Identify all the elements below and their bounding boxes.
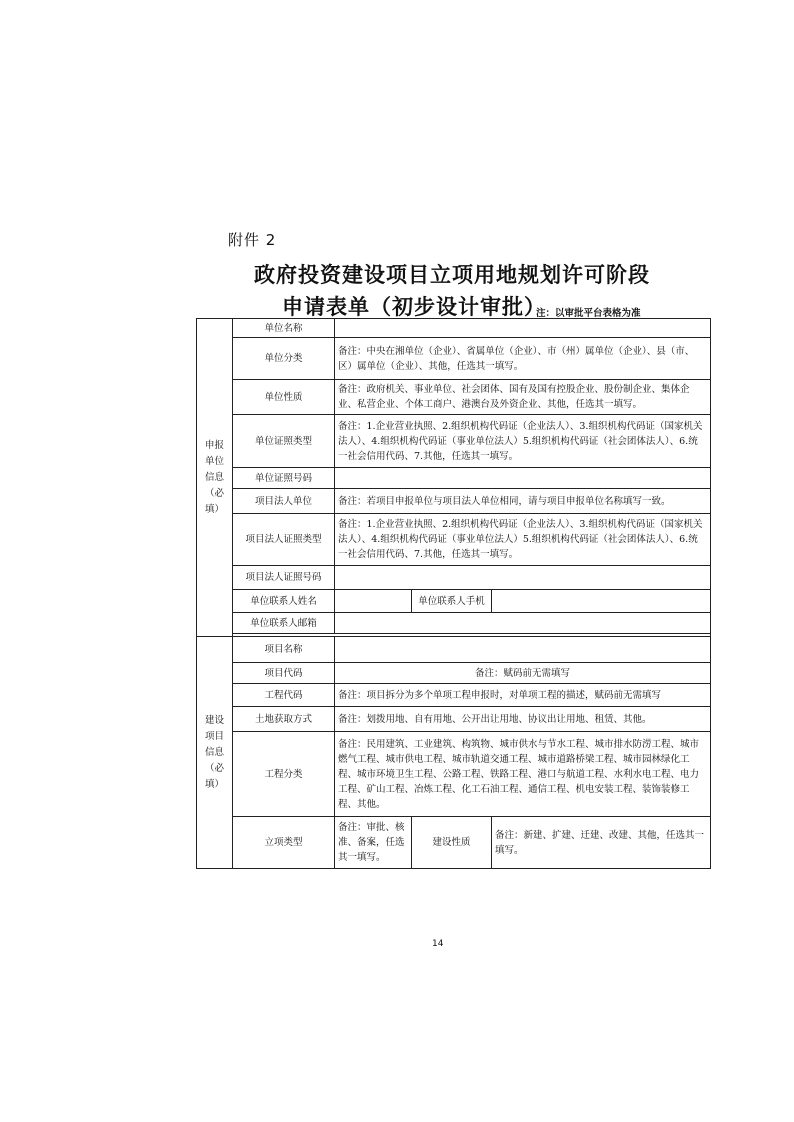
label-contact-phone: 单位联系人手机	[412, 590, 492, 613]
field-contact-phone[interactable]	[492, 590, 711, 613]
label-legal-cert-no: 项目法人证照号码	[233, 566, 335, 590]
label-approval-type: 立项类型	[233, 817, 335, 869]
field-approval-type[interactable]: 备注：审批、核准、备案，任选其一填写。	[335, 817, 412, 869]
field-engineering-category[interactable]: 备注：民用建筑、工业建筑、构筑物、城市供水与节水工程、城市排水防涝工程、城市燃气工程、城市供电工程、城市轨道交通工程、城市道路桥梁工程、城市园林绿化工程、城市环境卫生工程、公路工程、铁路工程、港口与航道工程、水利水电工程、电力工程、矿山工程、冶炼工程、化工石油工程、通信工程、机电安装工程、装饰装修工程、其他。	[335, 732, 711, 817]
field-unit-category[interactable]: 备注：中央在湘单位（企业）、省属单位（企业）、市（州）属单位（企业）、县（市、区）属单位（企业）、其他，任选其一填写。	[335, 338, 711, 380]
form-title-line2: 申请表单（初步设计审批）	[282, 294, 546, 319]
field-project-code[interactable]: 备注：赋码前无需填写	[335, 663, 711, 684]
field-cert-type[interactable]: 备注：1.企业营业执照、2.组织机构代码证（企业法人）、3.组织机构代码证（国家机关法人）、4.组织机构代码证（事业单位法人）5.组织机构代码证（社会团体法人）、6.统一社会信用代码、7.其他，任选其一填写。	[335, 415, 711, 468]
field-construction-nature[interactable]: 备注：新建、扩建、迁建、改建、其他，任选其一填写。	[492, 817, 711, 869]
section-applicant-info: 申报单位信息（必填）	[197, 319, 233, 637]
label-unit-name: 单位名称	[233, 319, 335, 338]
field-unit-name[interactable]	[335, 319, 711, 338]
label-construction-nature: 建设性质	[412, 817, 492, 869]
field-land-acquisition[interactable]: 备注：划拨用地、自有用地、公开出让用地、协议出让用地、租赁、其他。	[335, 707, 711, 732]
label-unit-nature: 单位性质	[233, 380, 335, 415]
label-contact-name: 单位联系人姓名	[233, 590, 335, 613]
title-note: 注：以审批平台表格为准	[536, 308, 641, 319]
field-legal-cert-type[interactable]: 备注：1.企业营业执照、2.组织机构代码证（企业法人）、3.组织机构代码证（国家机关法人）、4.组织机构代码证（事业单位法人）5.组织机构代码证（社会团体法人）、6.统一社会信用代码、7.其他，任选其一填写。	[335, 514, 711, 566]
label-engineering-code: 工程代码	[233, 684, 335, 707]
label-cert-no: 单位证照号码	[233, 468, 335, 489]
label-legal-unit: 项目法人单位	[233, 489, 335, 514]
label-contact-email: 单位联系人邮箱	[233, 613, 335, 634]
label-project-code: 项目代码	[233, 663, 335, 684]
label-legal-cert-type: 项目法人证照类型	[233, 514, 335, 566]
page-number: 14	[432, 939, 444, 949]
field-contact-name[interactable]	[335, 590, 412, 613]
label-engineering-category: 工程分类	[233, 732, 335, 817]
label-land-acquisition: 土地获取方式	[233, 707, 335, 732]
application-form-table	[196, 318, 711, 869]
label-project-name: 项目名称	[233, 637, 335, 663]
attachment-label: 附件 2	[228, 231, 277, 249]
form-title-line1: 政府投资建设项目立项用地规划许可阶段	[254, 262, 650, 287]
field-contact-email[interactable]	[335, 613, 711, 634]
field-unit-nature[interactable]: 备注：政府机关、事业单位、社会团体、国有及国有控股企业、股份制企业、集体企业、私营企业、个体工商户、港澳台及外资企业、其他，任选其一填写。	[335, 380, 711, 415]
field-legal-unit[interactable]: 备注：若项目申报单位与项目法人单位相同，请与项目申报单位名称填写一致。	[335, 489, 711, 514]
field-cert-no[interactable]	[335, 468, 711, 489]
section-project-info: 建设项目信息（必填）	[197, 637, 233, 869]
field-legal-cert-no[interactable]	[335, 566, 711, 590]
field-project-name[interactable]	[335, 637, 711, 663]
field-engineering-code[interactable]: 备注：项目拆分为多个单项工程申报时，对单项工程的描述，赋码前无需填写	[335, 684, 711, 707]
label-unit-category: 单位分类	[233, 338, 335, 380]
label-cert-type: 单位证照类型	[233, 415, 335, 468]
